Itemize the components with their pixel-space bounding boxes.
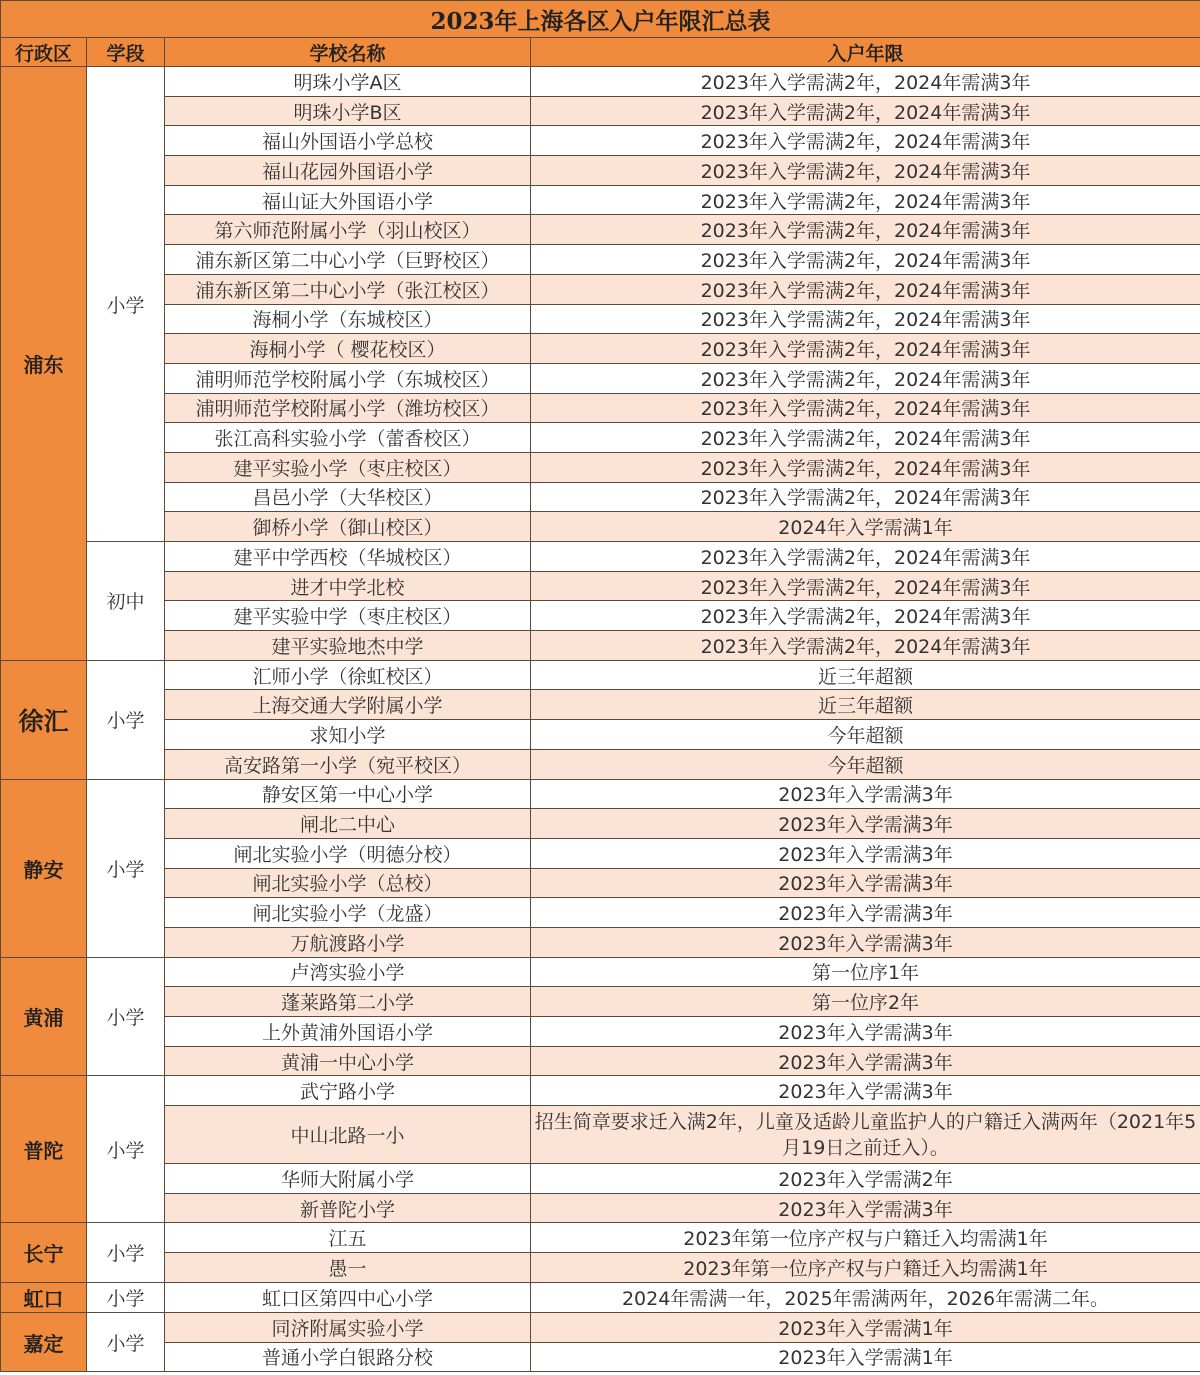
residency-requirement-cell: 招生简章要求迁入满2年，儿童及适龄儿童监护人的户籍迁入满两年（2021年5月19日之前迁入）。 bbox=[531, 1106, 1200, 1164]
table-row bbox=[1, 868, 1200, 898]
table-row bbox=[1, 1164, 1200, 1194]
school-name-cell: 愚一 bbox=[165, 1253, 531, 1283]
stage-cell: 小学 bbox=[87, 1223, 165, 1282]
residency-requirement-cell: 2023年第一位序产权与户籍迁入均需满1年 bbox=[531, 1253, 1200, 1283]
stage-cell: 小学 bbox=[87, 957, 165, 1076]
residency-requirement-cell: 2023年入学需满2年，2024年需满3年 bbox=[531, 274, 1200, 304]
table-row bbox=[1, 542, 1200, 572]
table-row bbox=[1, 245, 1200, 275]
table-row bbox=[1, 749, 1200, 779]
district-cell: 浦东 bbox=[1, 67, 87, 661]
residency-requirement-cell: 2023年入学需满3年 bbox=[531, 1076, 1200, 1106]
residency-requirement-cell: 2023年入学需满3年 bbox=[531, 809, 1200, 839]
district-cell: 虹口 bbox=[1, 1282, 87, 1312]
header-residency-years: 入户年限 bbox=[531, 38, 1200, 67]
residency-requirement-cell: 2024年需满一年，2025年需满两年，2026年需满二年。 bbox=[531, 1282, 1200, 1312]
table-row bbox=[1, 1193, 1200, 1223]
school-name-cell: 明珠小学A区 bbox=[165, 67, 531, 97]
table-row bbox=[1, 363, 1200, 393]
residency-requirement-cell: 2023年入学需满2年，2024年需满3年 bbox=[531, 482, 1200, 512]
residency-requirement-cell: 2023年入学需满2年，2024年需满3年 bbox=[531, 631, 1200, 661]
residency-requirement-cell: 2024年入学需满1年 bbox=[531, 512, 1200, 542]
residency-requirement-cell: 2023年入学需满3年 bbox=[531, 927, 1200, 957]
table-row bbox=[1, 1076, 1200, 1106]
table-row bbox=[1, 1312, 1200, 1342]
school-name-cell: 新普陀小学 bbox=[165, 1193, 531, 1223]
table-row bbox=[1, 512, 1200, 542]
table-row bbox=[1, 304, 1200, 334]
school-name-cell: 建平实验中学（枣庄校区） bbox=[165, 601, 531, 631]
residency-requirement-cell: 近三年超额 bbox=[531, 690, 1200, 720]
school-name-cell: 御桥小学（御山校区） bbox=[165, 512, 531, 542]
school-name-cell: 闸北实验小学（龙盛） bbox=[165, 898, 531, 928]
table-row bbox=[1, 838, 1200, 868]
school-name-cell: 福山证大外国语小学 bbox=[165, 185, 531, 215]
residency-requirement-cell: 2023年入学需满2年，2024年需满3年 bbox=[531, 363, 1200, 393]
school-name-cell: 江五 bbox=[165, 1223, 531, 1253]
table-row bbox=[1, 1046, 1200, 1076]
residency-requirement-cell: 2023年入学需满3年 bbox=[531, 898, 1200, 928]
district-cell: 徐汇 bbox=[1, 660, 87, 779]
school-name-cell: 闸北实验小学（总校） bbox=[165, 868, 531, 898]
table-row bbox=[1, 274, 1200, 304]
residency-requirement-cell: 2023年入学需满3年 bbox=[531, 838, 1200, 868]
stage-cell: 小学 bbox=[87, 67, 165, 542]
school-name-cell: 上外黄浦外国语小学 bbox=[165, 1017, 531, 1047]
table-row bbox=[1, 423, 1200, 453]
table-row bbox=[1, 571, 1200, 601]
school-name-cell: 明珠小学B区 bbox=[165, 96, 531, 126]
table-row bbox=[1, 779, 1200, 809]
residency-requirement-cell: 2023年第一位序产权与户籍迁入均需满1年 bbox=[531, 1223, 1200, 1253]
residency-requirement-cell: 2023年入学需满2年，2024年需满3年 bbox=[531, 126, 1200, 156]
residency-requirement-cell: 2023年入学需满2年，2024年需满3年 bbox=[531, 156, 1200, 186]
school-name-cell: 福山花园外国语小学 bbox=[165, 156, 531, 186]
school-name-cell: 第六师范附属小学（羽山校区） bbox=[165, 215, 531, 245]
table-row bbox=[1, 185, 1200, 215]
header-school-name: 学校名称 bbox=[165, 38, 531, 67]
school-name-cell: 虹口区第四中心小学 bbox=[165, 1282, 531, 1312]
sheet-title: 2023年上海各区入户年限汇总表 bbox=[1, 1, 1200, 38]
school-name-cell: 昌邑小学（大华校区） bbox=[165, 482, 531, 512]
school-name-cell: 普通小学白银路分校 bbox=[165, 1342, 531, 1372]
residency-requirement-cell: 2023年入学需满2年，2024年需满3年 bbox=[531, 215, 1200, 245]
school-name-cell: 建平实验小学（枣庄校区） bbox=[165, 452, 531, 482]
residency-requirement-cell: 2023年入学需满3年 bbox=[531, 779, 1200, 809]
residency-requirement-cell: 2023年入学需满2年，2024年需满3年 bbox=[531, 96, 1200, 126]
residency-requirement-cell: 近三年超额 bbox=[531, 660, 1200, 690]
residency-requirement-cell: 2023年入学需满2年，2024年需满3年 bbox=[531, 423, 1200, 453]
table-row bbox=[1, 631, 1200, 661]
table-row bbox=[1, 1342, 1200, 1372]
table-row bbox=[1, 1017, 1200, 1047]
school-name-cell: 浦明师范学校附属小学（东城校区） bbox=[165, 363, 531, 393]
residency-requirement-cell: 2023年入学需满2年，2024年需满3年 bbox=[531, 601, 1200, 631]
school-name-cell: 汇师小学（徐虹校区） bbox=[165, 660, 531, 690]
table-row bbox=[1, 393, 1200, 423]
table-row bbox=[1, 452, 1200, 482]
table-row bbox=[1, 126, 1200, 156]
stage-cell: 初中 bbox=[87, 542, 165, 661]
school-name-cell: 海桐小学（东城校区） bbox=[165, 304, 531, 334]
school-name-cell: 进才中学北校 bbox=[165, 571, 531, 601]
table-row bbox=[1, 927, 1200, 957]
table-row bbox=[1, 601, 1200, 631]
school-name-cell: 浦明师范学校附属小学（潍坊校区） bbox=[165, 393, 531, 423]
table-row bbox=[1, 898, 1200, 928]
table-row bbox=[1, 987, 1200, 1017]
residency-requirement-cell: 2023年入学需满2年，2024年需满3年 bbox=[531, 245, 1200, 275]
residency-requirement-cell: 2023年入学需满2年，2024年需满3年 bbox=[531, 542, 1200, 572]
district-cell: 嘉定 bbox=[1, 1312, 87, 1371]
school-name-cell: 高安路第一小学（宛平校区） bbox=[165, 749, 531, 779]
residency-requirement-cell: 2023年入学需满3年 bbox=[531, 1193, 1200, 1223]
table-row bbox=[1, 1223, 1200, 1253]
district-cell: 普陀 bbox=[1, 1076, 87, 1223]
district-cell: 静安 bbox=[1, 779, 87, 957]
residency-requirement-cell: 2023年入学需满3年 bbox=[531, 1017, 1200, 1047]
table-row bbox=[1, 96, 1200, 126]
table-row bbox=[1, 957, 1200, 987]
table-row bbox=[1, 67, 1200, 97]
table-row bbox=[1, 482, 1200, 512]
school-name-cell: 卢湾实验小学 bbox=[165, 957, 531, 987]
district-cell: 长宁 bbox=[1, 1223, 87, 1282]
residency-requirement-cell: 2023年入学需满2年，2024年需满3年 bbox=[531, 304, 1200, 334]
school-name-cell: 黄浦一中心小学 bbox=[165, 1046, 531, 1076]
table-row bbox=[1, 720, 1200, 750]
school-name-cell: 福山外国语小学总校 bbox=[165, 126, 531, 156]
school-name-cell: 华师大附属小学 bbox=[165, 1164, 531, 1194]
school-name-cell: 静安区第一中心小学 bbox=[165, 779, 531, 809]
school-name-cell: 中山北路一小 bbox=[165, 1106, 531, 1164]
school-name-cell: 万航渡路小学 bbox=[165, 927, 531, 957]
school-name-cell: 武宁路小学 bbox=[165, 1076, 531, 1106]
residency-requirement-cell: 第一位序2年 bbox=[531, 987, 1200, 1017]
stage-cell: 小学 bbox=[87, 1282, 165, 1312]
stage-cell: 小学 bbox=[87, 779, 165, 957]
header-district: 行政区 bbox=[1, 38, 87, 67]
school-name-cell: 求知小学 bbox=[165, 720, 531, 750]
school-name-cell: 闸北实验小学（明德分校） bbox=[165, 838, 531, 868]
school-name-cell: 浦东新区第二中心小学（巨野校区） bbox=[165, 245, 531, 275]
stage-cell: 小学 bbox=[87, 1312, 165, 1371]
table-row bbox=[1, 215, 1200, 245]
header-stage: 学段 bbox=[87, 38, 165, 67]
table-row bbox=[1, 660, 1200, 690]
residency-requirement-cell: 2023年入学需满2年，2024年需满3年 bbox=[531, 67, 1200, 97]
residency-requirement-cell: 2023年入学需满2年，2024年需满3年 bbox=[531, 334, 1200, 364]
residency-requirement-cell: 2023年入学需满2年，2024年需满3年 bbox=[531, 452, 1200, 482]
table-row bbox=[1, 1282, 1200, 1312]
school-name-cell: 建平实验地杰中学 bbox=[165, 631, 531, 661]
table-row bbox=[1, 334, 1200, 364]
residency-requirement-cell: 2023年入学需满1年 bbox=[531, 1342, 1200, 1372]
school-name-cell: 蓬莱路第二小学 bbox=[165, 987, 531, 1017]
table-row bbox=[1, 809, 1200, 839]
residency-requirement-cell: 今年超额 bbox=[531, 749, 1200, 779]
residency-requirement-cell: 2023年入学需满2年，2024年需满3年 bbox=[531, 185, 1200, 215]
residency-requirement-cell: 今年超额 bbox=[531, 720, 1200, 750]
residency-requirement-cell: 2023年入学需满3年 bbox=[531, 868, 1200, 898]
school-name-cell: 同济附属实验小学 bbox=[165, 1312, 531, 1342]
table-row bbox=[1, 690, 1200, 720]
residency-requirement-cell: 2023年入学需满2年，2024年需满3年 bbox=[531, 393, 1200, 423]
stage-cell: 小学 bbox=[87, 1076, 165, 1223]
school-name-cell: 海桐小学（ 樱花校区） bbox=[165, 334, 531, 364]
school-name-cell: 上海交通大学附属小学 bbox=[165, 690, 531, 720]
school-name-cell: 建平中学西校（华城校区） bbox=[165, 542, 531, 572]
table-row bbox=[1, 1106, 1200, 1164]
residency-requirement-cell: 2023年入学需满1年 bbox=[531, 1312, 1200, 1342]
residency-requirement-cell: 第一位序1年 bbox=[531, 957, 1200, 987]
residency-requirement-cell: 2023年入学需满2年 bbox=[531, 1164, 1200, 1194]
school-name-cell: 闸北二中心 bbox=[165, 809, 531, 839]
table-body bbox=[1, 67, 1200, 1372]
school-name-cell: 浦东新区第二中心小学（张江校区） bbox=[165, 274, 531, 304]
district-cell: 黄浦 bbox=[1, 957, 87, 1076]
school-name-cell: 张江高科实验小学（蕾香校区） bbox=[165, 423, 531, 453]
stage-cell: 小学 bbox=[87, 660, 165, 779]
table-row bbox=[1, 156, 1200, 186]
table-row bbox=[1, 1253, 1200, 1283]
residency-requirement-cell: 2023年入学需满3年 bbox=[531, 1046, 1200, 1076]
residency-requirement-cell: 2023年入学需满2年，2024年需满3年 bbox=[531, 571, 1200, 601]
